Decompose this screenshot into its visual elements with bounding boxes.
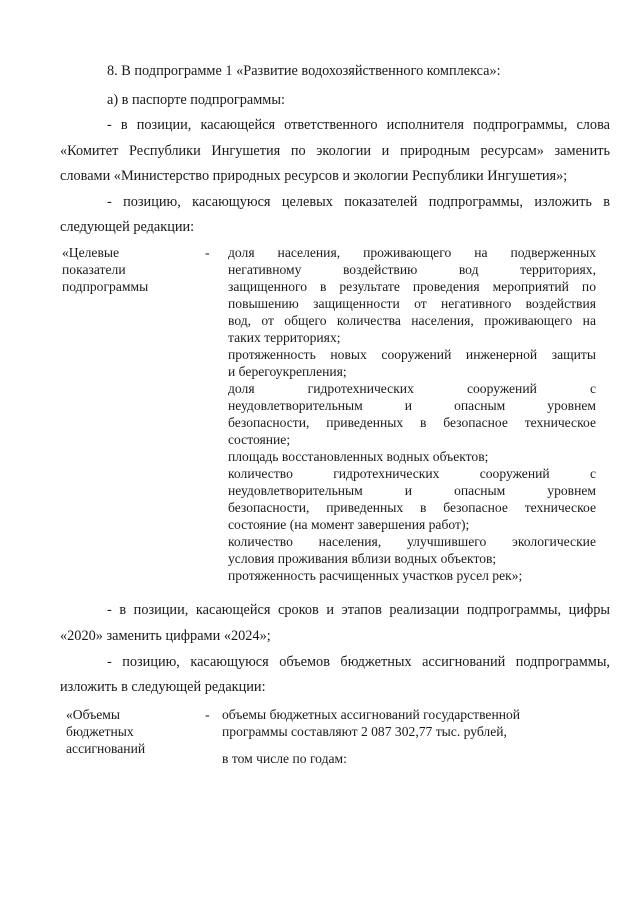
table-content-line: протяженность новых сооружений инженерной защиты xyxy=(228,347,596,362)
table-content-line: неудовлетворительным и опасным уровнем xyxy=(228,398,596,413)
table-content-line: негативному воздействию вод территориях, xyxy=(228,262,596,277)
paragraph-targets-line-1: - позицию, касающуюся целевых показателей подпрограммы, изложить в xyxy=(107,194,610,210)
paragraph-responsible-line-3: словами «Министерство природных ресурсов и экологии Республики Ингушетия»; xyxy=(60,168,568,184)
paragraph-terms-line-2: «2020» заменить цифрами «2024»; xyxy=(60,628,271,644)
paragraph-budget-line-2: изложить в следующей редакции: xyxy=(60,679,266,695)
table-label-line: подпрограммы xyxy=(62,279,149,294)
paragraph-terms-line-1: - в позиции, касающейся сроков и этапов реализации подпрограммы, цифры xyxy=(107,602,610,618)
paragraph-heading: 8. В подпрограмме 1 «Развитие водохозяйственного комплекса»: xyxy=(107,63,501,79)
paragraph-targets-line-2: следующей редакции: xyxy=(60,219,195,235)
paragraph-responsible-line-1: - в позиции, касающейся ответственного исполнителя подпрограммы, слова xyxy=(107,117,610,133)
table-content-line: состояние; xyxy=(228,432,291,447)
paragraph-passport: а) в паспорте подпрограммы: xyxy=(107,92,285,108)
table-content-line: площадь восстановленных водных объектов; xyxy=(228,449,489,464)
table-content-line: условия проживания вблизи водных объектов; xyxy=(228,551,497,566)
table-content-line: повышению защищенности от негативного воздействия xyxy=(228,296,596,311)
table-content-line: доля населения, проживающего на подверженных xyxy=(228,245,596,260)
table-content-line: протяженность расчищенных участков русел рек»; xyxy=(228,568,523,583)
paragraph-responsible-line-2: «Комитет Республики Ингушетия по экологии и природным ресурсам» заменить xyxy=(60,143,610,159)
table-dash: - xyxy=(205,245,210,260)
table-content-line: объемы бюджетных ассигнований государственной xyxy=(222,707,521,722)
table-content-line: и берегоукрепления; xyxy=(228,364,347,379)
table-dash: - xyxy=(205,707,210,722)
table-content-line: безопасности, приведенных в безопасное техническое xyxy=(228,415,596,430)
table-content-line: вод, от общего количества населения, проживающего на xyxy=(228,313,596,328)
table-content-line: защищенного в результате проведения мероприятий по xyxy=(228,279,596,294)
table-content-line: доля гидротехнических сооружений с xyxy=(228,381,596,396)
table-content-line: программы составляют 2 087 302,77 тыс. рублей, xyxy=(222,724,507,739)
paragraph-budget-line-1: - позицию, касающуюся объемов бюджетных ассигнований подпрограммы, xyxy=(107,654,610,670)
table-label-line: бюджетных xyxy=(66,724,134,739)
table-label-line: «Объемы xyxy=(66,707,120,722)
table-content-line: безопасности, приведенных в безопасное техническое xyxy=(228,500,596,515)
table-content-line: количество населения, улучшившего экологические xyxy=(228,534,596,549)
table-content-line: состояние (на момент завершения работ); xyxy=(228,517,470,532)
table-content-by-year: в том числе по годам: xyxy=(222,751,347,766)
table-label-line: «Целевые xyxy=(62,245,120,260)
table-label-line: показатели xyxy=(62,262,126,277)
table-content-line: количество гидротехнических сооружений с xyxy=(228,466,596,481)
table-label-line: ассигнований xyxy=(66,741,146,756)
table-content-line: неудовлетворительным и опасным уровнем xyxy=(228,483,596,498)
table-content-line: таких территориях; xyxy=(228,330,341,345)
